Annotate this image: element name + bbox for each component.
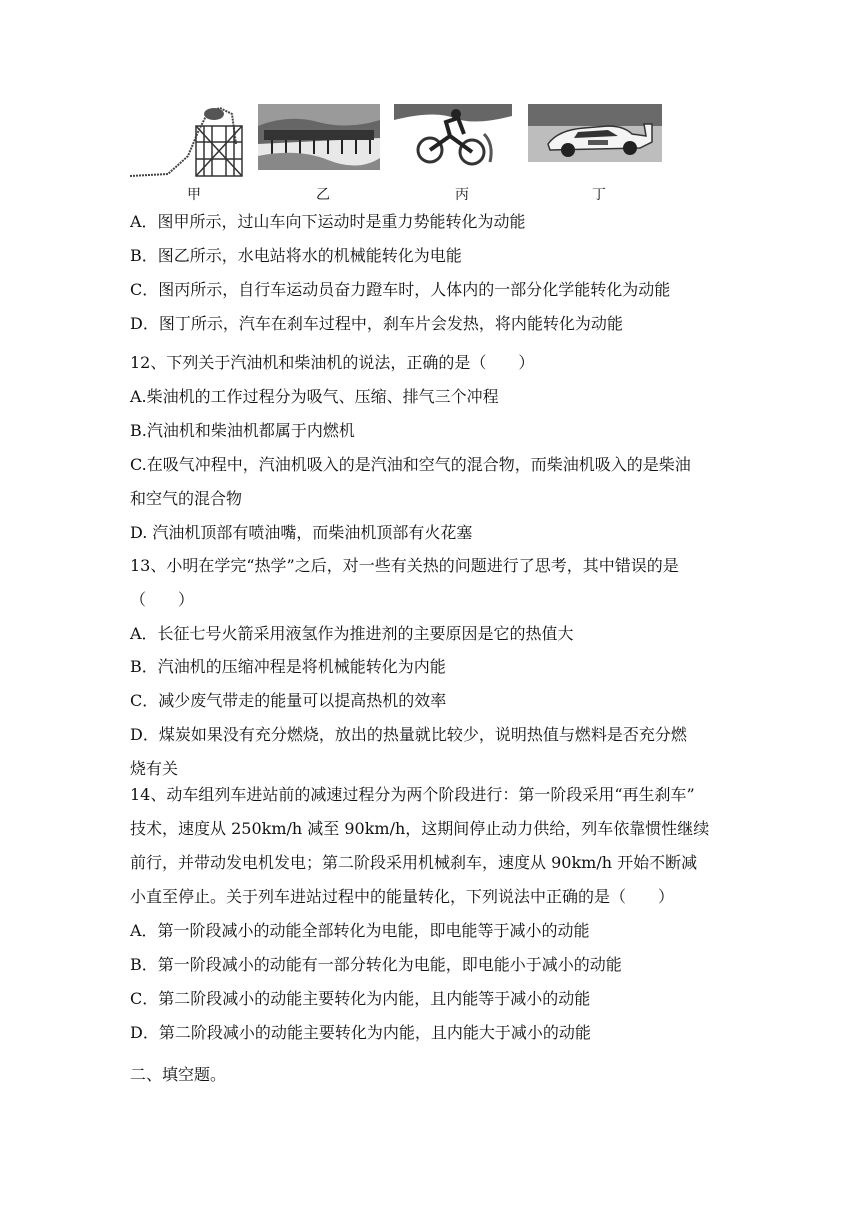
q12-option-d: D. 汽油机顶部有喷油嘴，而柴油机顶部有火花塞: [130, 523, 473, 542]
q12-option-c-cont: 和空气的混合物: [130, 489, 243, 508]
roller-coaster-image: [128, 104, 250, 180]
q13-stem: 13、小明在学完“热学”之后，对一些有关热的问题进行了思考，其中错误的是: [130, 556, 679, 575]
figure-strip: [128, 104, 668, 182]
q12-stem: 12、下列关于汽油机和柴油机的说法，正确的是（ ）: [130, 353, 535, 372]
race-car-image: [528, 104, 662, 174]
figure-caption-yi: 乙: [316, 187, 330, 203]
q11-option-a: A．图甲所示，过山车向下运动时是重力势能转化为动能: [130, 212, 526, 231]
q14-option-d: D．第二阶段减小的动能主要转化为内能，且内能大于减小的动能: [130, 1023, 591, 1042]
q14-stem-line-2: 技术，速度从 250km/h 减至 90km/h，这期间停止动力供给，列车依靠惯性继续: [130, 819, 710, 838]
q14-stem-line-4: 小直至停止。关于列车进站过程中的能量转化，下列说法中正确的是（ ）: [130, 887, 675, 906]
hydropower-station-image: [258, 104, 380, 170]
q14-option-a: A．第一阶段减小的动能全部转化为电能，即电能等于减小的动能: [130, 921, 590, 940]
cyclist-image: [394, 104, 512, 170]
q11-option-d: D．图丁所示，汽车在刹车过程中，刹车片会发热，将内能转化为动能: [130, 314, 623, 333]
figure-caption-ding: 丁: [592, 187, 606, 203]
q14-option-b: B．第一阶段减小的动能有一部分转化为电能，即电能小于减小的动能: [130, 955, 622, 974]
q14-stem-line-1: 14、动车组列车进站前的减速过程分为两个阶段进行：第一阶段采用“再生刹车”: [130, 785, 695, 804]
q11-option-b: B．图乙所示，水电站将水的机械能转化为电能: [130, 246, 462, 265]
figure-caption-jia: 甲: [187, 187, 201, 203]
q13-option-d: D．煤炭如果没有充分燃烧，放出的热量就比较少，说明热值与燃料是否充分燃: [130, 725, 687, 744]
q11-option-c: C．图丙所示，自行车运动员奋力蹬车时，人体内的一部分化学能转化为动能: [130, 280, 671, 299]
q13-stem-paren: （ ）: [130, 590, 195, 609]
section-title-fill-in: 二、填空题。: [130, 1065, 227, 1084]
q13-option-b: B．汽油机的压缩冲程是将机械能转化为内能: [130, 657, 446, 676]
q12-option-c: C.在吸气冲程中，汽油机吸入的是汽油和空气的混合物，而柴油机吸入的是柴油: [130, 455, 691, 474]
figure-caption-bing: 丙: [455, 187, 469, 203]
q12-option-b: B.汽油机和柴油机都属于内燃机: [130, 421, 355, 440]
q13-option-d-cont: 烧有关: [130, 759, 179, 778]
q14-option-c: C．第二阶段减小的动能主要转化为内能，且内能等于减小的动能: [130, 989, 591, 1008]
q13-option-c: C．减少废气带走的能量可以提高热机的效率: [130, 691, 447, 710]
q12-option-a: A.柴油机的工作过程分为吸气、压缩、排气三个冲程: [130, 387, 499, 406]
q13-option-a: A．长征七号火箭采用液氢作为推进剂的主要原因是它的热值大: [130, 624, 574, 643]
q14-stem-line-3: 前行，并带动发电机发电；第二阶段采用机械刹车，速度从 90km/h 开始不断减: [130, 853, 698, 872]
